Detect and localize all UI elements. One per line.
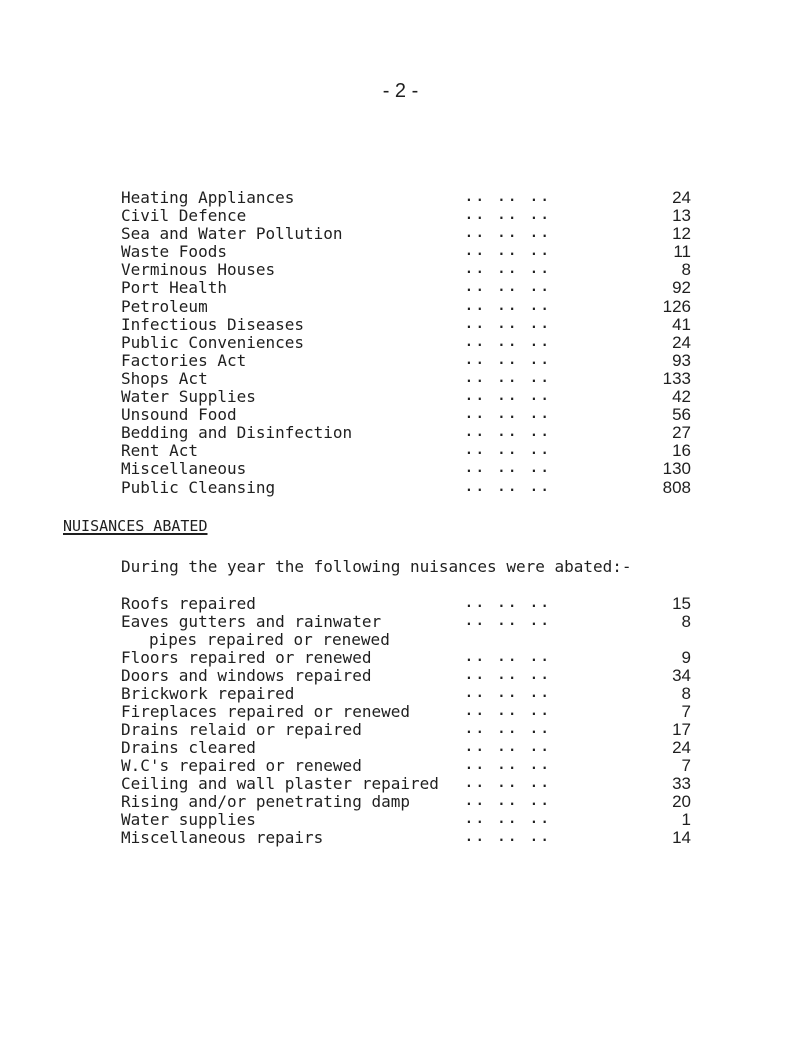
item-count: 1 [681,810,691,829]
item-count: 7 [681,756,691,775]
leader-dots: .. .. .. [465,280,552,296]
item-label: Petroleum [121,296,208,316]
list-item [121,243,691,261]
item-label: Miscellaneous [121,459,247,479]
leader-dots: .. .. .. [465,479,552,495]
leader-dots: .. .. .. [465,668,552,683]
leader-dots: .. .. .. [465,334,552,350]
item-label: pipes repaired or renewed [149,630,390,649]
list-item [121,406,691,424]
leader-dots: .. .. .. [465,425,552,441]
list-item [121,721,691,739]
item-label: Waste Foods [121,242,227,262]
leader-dots: .. .. .. [465,208,552,224]
list-item [121,775,691,793]
item-count: 15 [672,594,691,613]
list-item-continuation [121,631,691,649]
list-item [121,793,691,811]
page-number: - 2 - [382,80,419,102]
list-item [121,685,691,703]
item-label: W.C's repaired or renewed [121,756,362,775]
nuisances-list [121,595,691,847]
leader-dots: .. .. .. [465,722,552,737]
item-count: 7 [681,702,691,721]
item-count: 16 [672,441,691,461]
leader-dots: .. .. .. [465,190,552,205]
item-count: 8 [681,260,691,280]
item-count: 13 [672,206,691,226]
item-count: 17 [672,720,691,739]
leader-dots: .. .. .. [465,740,552,755]
leader-dots: .. .. .. [465,370,552,386]
item-count: 93 [672,350,691,370]
leader-dots: .. .. .. [465,262,552,278]
item-count: 8 [681,684,691,703]
section-heading: NUISANCES ABATED [63,517,208,535]
list-item [121,225,691,243]
list-item [121,298,691,316]
item-label: Floors repaired or renewed [121,648,372,667]
leader-dots: .. .. .. [465,298,552,314]
list-item [121,424,691,442]
item-label: Public Cleansing [121,477,276,497]
item-count: 33 [672,774,691,793]
list-item [121,613,691,631]
item-count: 808 [662,477,691,497]
leader-dots: .. .. .. [465,389,552,405]
leader-dots: .. .. .. [465,407,552,423]
item-label: Brickwork repaired [121,684,295,703]
list-item [121,261,691,279]
item-label: Drains relaid or repaired [121,720,362,739]
list-item [121,649,691,667]
leader-dots: .. .. .. [465,614,552,629]
item-label: Ceiling and wall plaster repaired [121,774,439,793]
item-count: 12 [672,224,691,244]
item-label: Civil Defence [121,206,247,226]
item-count: 27 [672,423,691,443]
list-item [121,370,691,388]
item-label: Factories Act [121,350,247,370]
list-item [121,352,691,370]
leader-dots: .. .. .. [465,226,552,242]
list-item [121,279,691,297]
item-label: Unsound Food [121,405,237,425]
intro-text: During the year the following nuisances were abated:- [121,557,632,576]
item-label: Drains cleared [121,738,256,757]
list-item [121,811,691,829]
item-count: 24 [672,332,691,352]
leader-dots: .. .. .. [465,794,552,809]
item-label: Water supplies [121,810,256,829]
list-item [121,388,691,406]
list-item [121,334,691,352]
list-item [121,757,691,775]
item-label: Public Conveniences [121,332,305,352]
item-label: Heating Appliances [121,188,295,207]
leader-dots: .. .. .. [465,686,552,701]
item-label: Miscellaneous repairs [121,828,324,847]
list-item [121,207,691,225]
item-count: 133 [662,368,691,388]
item-label: Shops Act [121,368,208,388]
leader-dots: .. .. .. [465,443,552,459]
leader-dots: .. .. .. [465,704,552,719]
item-label: Doors and windows repaired [121,666,372,685]
leader-dots: .. .. .. [465,461,552,477]
item-label: Bedding and Disinfection [121,423,353,443]
item-count: 11 [673,242,691,262]
item-count: 56 [672,405,691,425]
leader-dots: .. .. .. [465,776,552,791]
item-count: 24 [672,738,691,757]
leader-dots: .. .. .. [465,812,552,827]
list-item [121,739,691,757]
complaints-list [121,189,691,497]
leader-dots: .. .. .. [465,758,552,773]
list-item [121,667,691,685]
item-label: Eaves gutters and rainwater [121,612,382,631]
item-count: 42 [672,387,691,407]
item-label: Rent Act [121,441,199,461]
item-label: Verminous Houses [121,260,276,280]
item-label: Rising and/or penetrating damp [121,792,410,811]
item-label: Water Supplies [121,387,256,407]
item-count: 14 [672,828,691,847]
leader-dots: .. .. .. [465,830,552,845]
item-count: 126 [662,296,691,316]
item-label: Port Health [121,278,227,298]
list-item [121,316,691,334]
leader-dots: .. .. .. [465,650,552,665]
item-count: 34 [672,666,691,685]
list-item [121,460,691,478]
item-count: 24 [672,188,691,207]
item-count: 41 [672,314,691,334]
item-count: 130 [662,459,691,479]
item-label: Sea and Water Pollution [121,224,343,244]
item-count: 8 [681,612,691,631]
leader-dots: .. .. .. [465,596,552,611]
leader-dots: .. .. .. [465,316,552,332]
list-item [121,703,691,721]
item-count: 92 [672,278,691,298]
list-item [121,595,691,613]
list-item [121,442,691,460]
item-label: Roofs repaired [121,594,256,613]
list-item [121,189,691,207]
list-item [121,829,691,847]
leader-dots: .. .. .. [465,352,552,368]
item-label: Fireplaces repaired or renewed [121,702,410,721]
item-count: 9 [681,648,691,667]
list-item [121,479,691,497]
item-count: 20 [672,792,691,811]
leader-dots: .. .. .. [465,244,552,260]
item-label: Infectious Diseases [121,314,305,334]
